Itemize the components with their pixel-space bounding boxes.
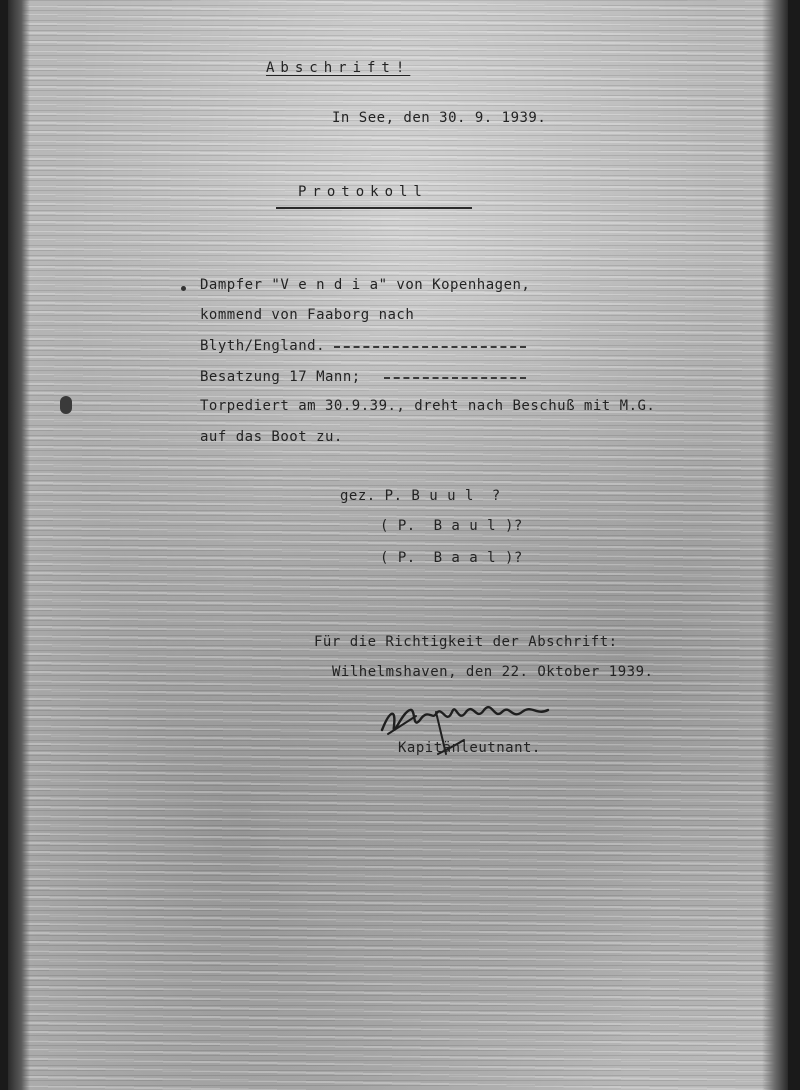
body-line-3: Blyth/England. [200,338,326,354]
filler-dash-line [384,377,526,379]
certification-text: Für die Richtigkeit der Abschrift: [314,634,618,650]
rank-title: Kapitänleutnant. [398,740,541,756]
page-edge-right [762,0,788,1090]
signed-line-3: ( P. B a a l )? [380,550,523,566]
filler-dash-line [334,346,526,348]
title-underline [276,207,472,209]
signed-line-1: gez. P. B u u l ? [340,488,501,504]
body-line-1: Dampfer "V e n d i a" von Kopenhagen, [200,277,531,293]
place-date: In See, den 30. 9. 1939. [332,110,547,126]
body-line-2: kommend von Faaborg nach [200,307,415,323]
document-heading: Abschrift! [266,60,411,76]
document-page [8,0,788,1090]
certification-place-date: Wilhelmshaven, den 22. Oktober 1939. [332,664,654,680]
punch-hole [60,396,72,414]
signed-line-2: ( P. B a u l )? [380,518,523,534]
page-edge-left [8,0,30,1090]
bullet-mark [181,286,186,291]
body-line-4: Besatzung 17 Mann; [200,369,361,385]
body-line-6: auf das Boot zu. [200,429,343,445]
document-title: Protokoll [298,184,428,200]
body-line-5: Torpediert am 30.9.39., dreht nach Beschuß mit M.G. [200,398,656,414]
